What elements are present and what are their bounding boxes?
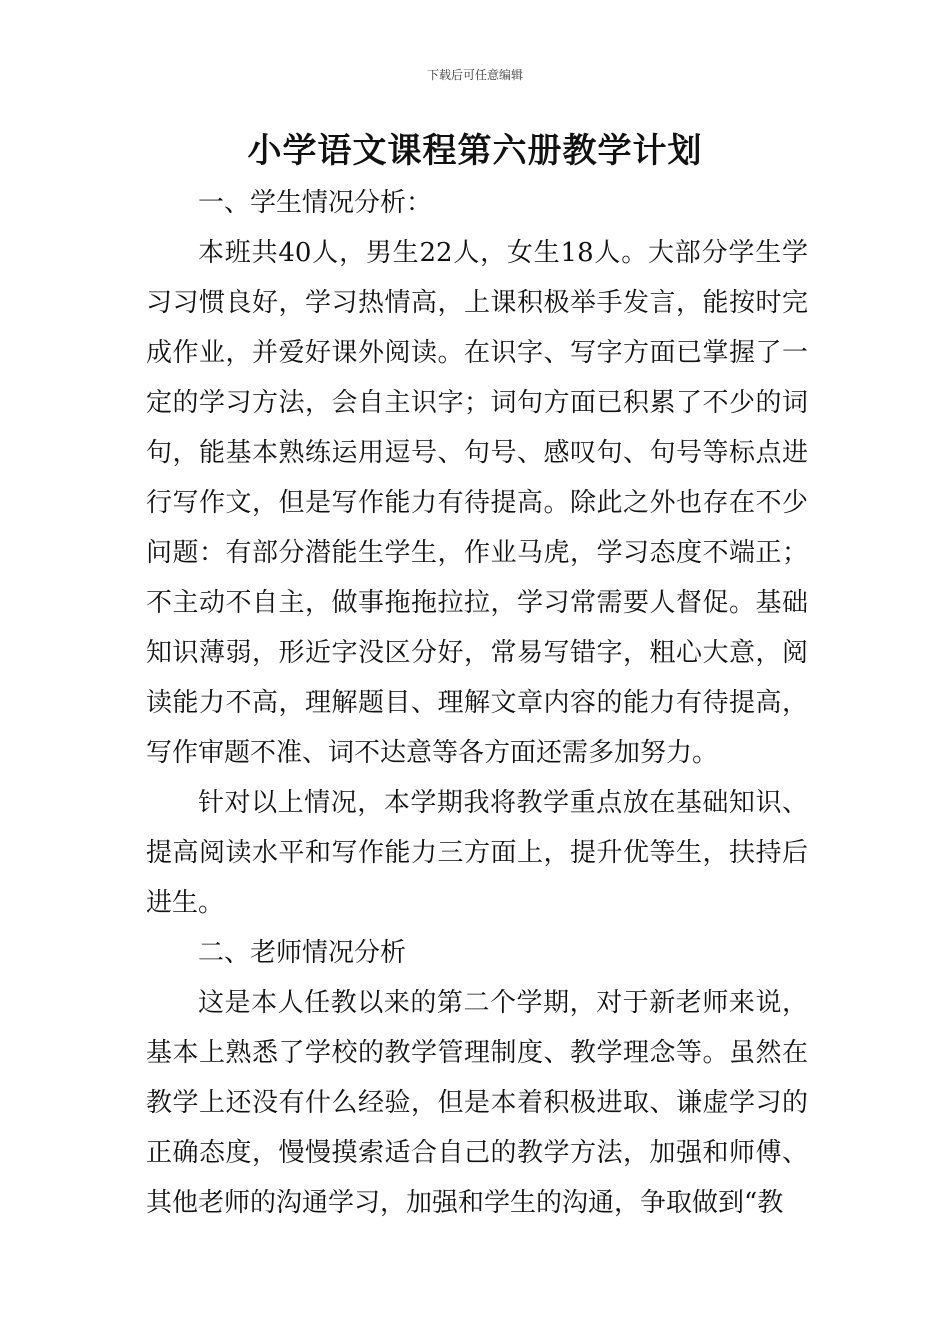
section2-paragraph-1: 这是本人任教以来的第二个学期，对于新老师来说，基本上熟悉了学校的教学管理制度、教学理念等。虽然在教学上还没有什么经验，但是本着积极进取、谦虚学习的正确态度，慢慢摸索适合自己的教学方法，加强和师傅、其他老师的沟通学习，加强和学生的沟通，争取做到“教 — [146, 988, 808, 1218]
section1-paragraph-2: 针对以上情况，本学期我将教学重点放在基础知识、提高阅读水平和写作能力三方面上，提升优等生，扶持后进生。 — [146, 788, 808, 918]
document-title: 小学语文课程第六册教学计划 — [247, 131, 703, 171]
section1-paragraph-1: 本班共40人，男生22人，女生18人。大部分学生学习习惯良好，学习热情高，上课积极举手发言，能按时完成作业，并爱好课外阅读。在识字、写字方面已掌握了一定的学习方法，会自主识字；词句方面已积累了不少的词句，能基本熟练运用逗号、句号、感叹句、句号等标点进行写作文，但是写作能力有待提高。除此之外也存在不少问题：有部分潜能生学生，作业马虎，学习态度不端正；不主动不自主，做事拖拖拉拉，学习常需要人督促。基础知识薄弱，形近字没区分好，常易写错字，粗心大意，阅读能力不高，理解题目、理解文章内容的能力有待提高，写作审题不准、词不达意等各方面还需多加努力。 — [146, 238, 808, 768]
section2-heading: 二、老师情况分析 — [198, 938, 407, 968]
document-body — [146, 178, 808, 1228]
section1-heading: 一、学生情况分析： — [198, 188, 433, 218]
header-note: 下载后可任意编辑 — [426, 68, 523, 82]
